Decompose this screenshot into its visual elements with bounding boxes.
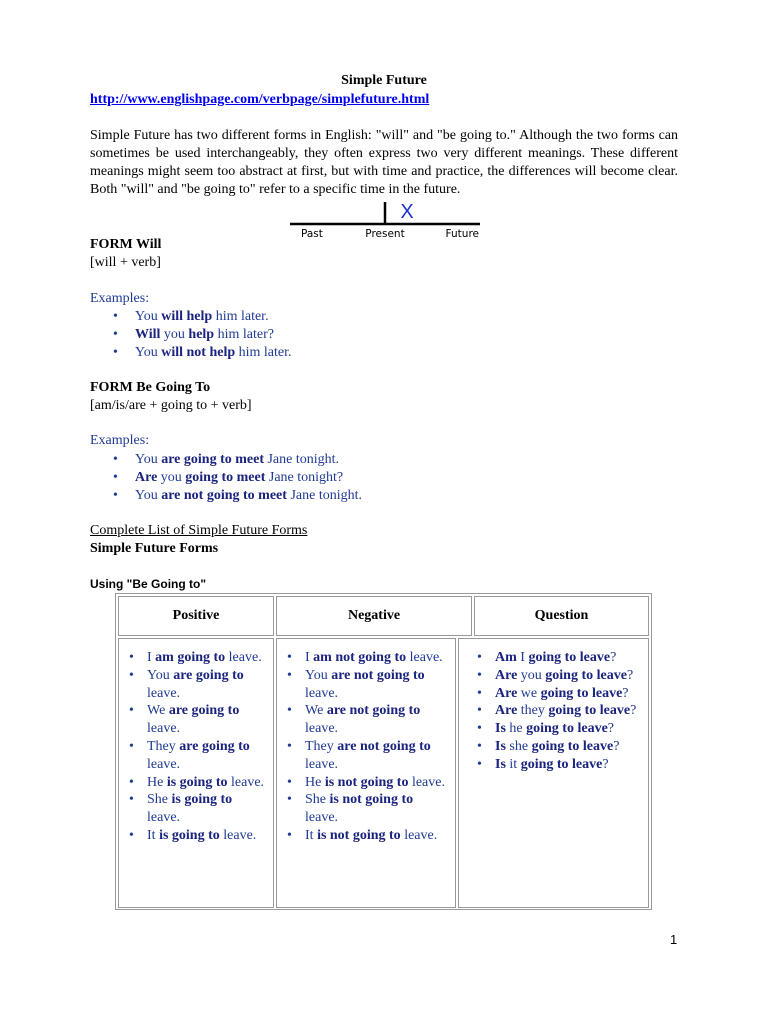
text-segment: . (176, 685, 181, 701)
text-segment: ? (610, 650, 617, 665)
verb-phrase: will not help (161, 345, 236, 360)
text-segment: He (147, 774, 167, 790)
text-segment: . (334, 685, 339, 701)
text-segment: leave (147, 810, 177, 826)
header-negative: Negative (276, 596, 472, 636)
text-segment: leave (227, 774, 261, 790)
example-item (135, 308, 292, 326)
using-label: Using "Be Going to" (90, 577, 207, 591)
example-item (135, 487, 362, 505)
text-segment: leave (225, 650, 259, 665)
verb-phrase: Is (495, 738, 506, 754)
negative-form-item (305, 649, 449, 667)
timeline-future-label: Future (445, 228, 479, 240)
negative-form-item (305, 827, 449, 845)
text-segment: ? (630, 703, 637, 719)
verb-phrase: are not going to (337, 738, 431, 754)
text-segment: You (147, 667, 174, 683)
cell-question (458, 638, 649, 908)
verb-phrase: am not going to (313, 650, 407, 665)
example-item (135, 344, 292, 362)
positive-form-item (147, 667, 267, 703)
timeline-marker: X (400, 201, 414, 223)
verb-phrase: Are (135, 470, 158, 485)
timeline-present-label: Present (365, 228, 405, 240)
text-segment: You (135, 345, 162, 360)
form-going-examples (90, 451, 362, 505)
text-segment: leave (305, 810, 335, 826)
text-segment: him later. (235, 345, 292, 360)
text-segment: she (505, 738, 532, 754)
text-segment: She (147, 792, 172, 808)
verb-phrase: is going to (159, 827, 220, 843)
verb-phrase: going to leave (548, 703, 631, 719)
text-segment: It (305, 827, 318, 843)
text-segment: he (505, 721, 527, 737)
verb-phrase: going to leave (540, 685, 623, 701)
text-segment: I (516, 650, 529, 665)
negative-form-item (305, 791, 449, 827)
positive-form-item (147, 774, 267, 792)
verb-phrase: am going to (155, 650, 226, 665)
question-form-item (495, 667, 642, 685)
verb-phrase: Is (495, 756, 506, 772)
verb-phrase: is not going to (329, 792, 414, 808)
verb-phrase: are not going to meet (161, 488, 287, 503)
verb-phrase: going to leave (520, 756, 603, 772)
verb-phrase: going to leave (545, 667, 627, 683)
positive-list (119, 639, 273, 845)
verb-phrase: is not going to (324, 774, 409, 790)
text-segment: . (260, 774, 265, 790)
verb-phrase: Will (135, 327, 161, 342)
text-segment: leave (147, 756, 177, 772)
verb-phrase: is not going to (317, 827, 401, 843)
text-segment: you (160, 327, 189, 342)
positive-form-item (147, 827, 267, 845)
text-segment: She (305, 792, 330, 808)
text-segment: They (305, 738, 338, 754)
timeline-diagram (285, 196, 485, 240)
verb-phrase: are not going to (326, 703, 421, 719)
form-going-heading: FORM Be Going To (90, 380, 211, 395)
complete-list-link[interactable]: Complete List of Simple Future Forms (90, 523, 308, 538)
verb-phrase: are going to (173, 667, 244, 683)
question-form-item (495, 756, 642, 774)
text-segment: it (505, 756, 521, 772)
text-segment: ? (613, 738, 620, 754)
forms-table (115, 593, 652, 910)
text-segment: He (305, 774, 325, 790)
question-form-item (495, 702, 642, 720)
negative-list (277, 639, 455, 845)
text-segment: . (334, 756, 339, 772)
text-segment: leave (400, 827, 434, 843)
text-segment: You (135, 488, 162, 503)
positive-form-item (147, 702, 267, 738)
text-segment: . (176, 721, 181, 737)
verb-phrase: Are (495, 667, 518, 683)
text-segment: . (176, 756, 181, 772)
verb-phrase: going to meet (185, 470, 266, 485)
positive-form-item (147, 738, 267, 774)
form-going-formula: [am/is/are + going to + verb] (90, 398, 252, 413)
timeline-past-label: Past (301, 228, 323, 240)
verb-phrase: are not going to (331, 667, 425, 683)
negative-form-item (305, 738, 449, 774)
text-segment: leave (147, 685, 177, 701)
form-will-examples-label: Examples: (90, 291, 150, 306)
text-segment: leave (147, 721, 177, 737)
text-segment: Jane tonight. (286, 488, 362, 503)
page-number: 1 (670, 932, 678, 947)
text-segment: him later? (214, 327, 274, 342)
text-segment: they (517, 703, 549, 719)
text-segment: leave (408, 774, 442, 790)
question-list (459, 639, 648, 774)
text-segment: leave (406, 650, 440, 665)
text-segment: . (439, 650, 443, 665)
text-segment: . (334, 721, 339, 737)
verb-phrase: going to leave (531, 738, 614, 754)
cell-positive (118, 638, 274, 908)
example-item (135, 451, 362, 469)
verb-phrase: Is (495, 721, 506, 737)
text-segment: I (305, 650, 314, 665)
text-segment: ? (622, 685, 629, 701)
verb-phrase: help (188, 327, 215, 342)
verb-phrase: are going to (179, 738, 250, 754)
verb-phrase: Are (495, 703, 518, 719)
question-form-item (495, 738, 642, 756)
text-segment: . (258, 650, 262, 665)
negative-form-item (305, 774, 449, 792)
text-segment: You (135, 452, 162, 467)
question-form-item (495, 685, 642, 703)
text-segment: You (305, 667, 332, 683)
forms-heading: Simple Future Forms (90, 541, 219, 556)
text-segment: him later. (212, 309, 269, 324)
text-segment: . (252, 827, 257, 843)
text-segment: you (157, 470, 186, 485)
example-item (135, 469, 362, 487)
text-segment: We (147, 703, 169, 719)
verb-phrase: is going to (166, 774, 228, 790)
form-going-examples-label: Examples: (90, 433, 150, 448)
positive-form-item (147, 649, 267, 667)
text-segment: ? (602, 756, 609, 772)
text-segment: We (305, 703, 327, 719)
form-will-formula: [will + verb] (90, 255, 161, 270)
verb-phrase: are going to meet (161, 452, 264, 467)
text-segment: leave (219, 827, 253, 843)
verb-phrase: Are (495, 685, 518, 701)
verb-phrase: are going to (168, 703, 240, 719)
text-segment: I (147, 650, 156, 665)
text-segment: . (441, 774, 445, 790)
source-link[interactable]: http://www.englishpage.com/verbpage/simplefuture.html (90, 92, 430, 107)
cell-negative (276, 638, 456, 908)
question-form-item (495, 720, 642, 738)
form-will-examples (90, 308, 292, 362)
negative-form-item (305, 667, 449, 703)
text-segment: . (433, 827, 438, 843)
text-segment: ? (626, 667, 634, 683)
verb-phrase: will help (161, 309, 213, 324)
text-segment: leave (305, 685, 335, 701)
header-positive: Positive (118, 596, 274, 636)
text-segment: leave (305, 721, 335, 737)
intro-paragraph: Simple Future has two different forms in English: "will" and "be going to." Although the two forms can sometimes be used interchangeably, they often express two very different meanings. These different meanings might seem too abstract at first, but with time and practice, the differences will become clear. Both "will" and "be going to" refer to a specific time in the future. (90, 128, 678, 197)
question-form-item (495, 649, 642, 667)
verb-phrase: Am (495, 650, 517, 665)
text-segment: leave (305, 756, 335, 772)
verb-phrase: going to leave (528, 650, 611, 665)
text-segment: ? (607, 721, 614, 737)
example-item (135, 326, 292, 344)
text-segment: we (517, 685, 541, 701)
verb-phrase: is going to (171, 792, 233, 808)
text-segment: you (517, 667, 546, 683)
positive-form-item (147, 791, 267, 827)
text-segment: Jane tonight. (263, 452, 340, 467)
negative-form-item (305, 702, 449, 738)
header-question: Question (474, 596, 649, 636)
page-title: Simple Future (341, 73, 427, 88)
verb-phrase: going to leave (526, 721, 608, 737)
text-segment: You (135, 309, 162, 324)
form-will-heading: FORM Will (90, 237, 162, 252)
text-segment: Jane tonight? (265, 470, 344, 485)
text-segment: . (176, 810, 181, 826)
text-segment: They (147, 738, 180, 754)
text-segment: It (147, 827, 160, 843)
text-segment: . (334, 810, 339, 826)
